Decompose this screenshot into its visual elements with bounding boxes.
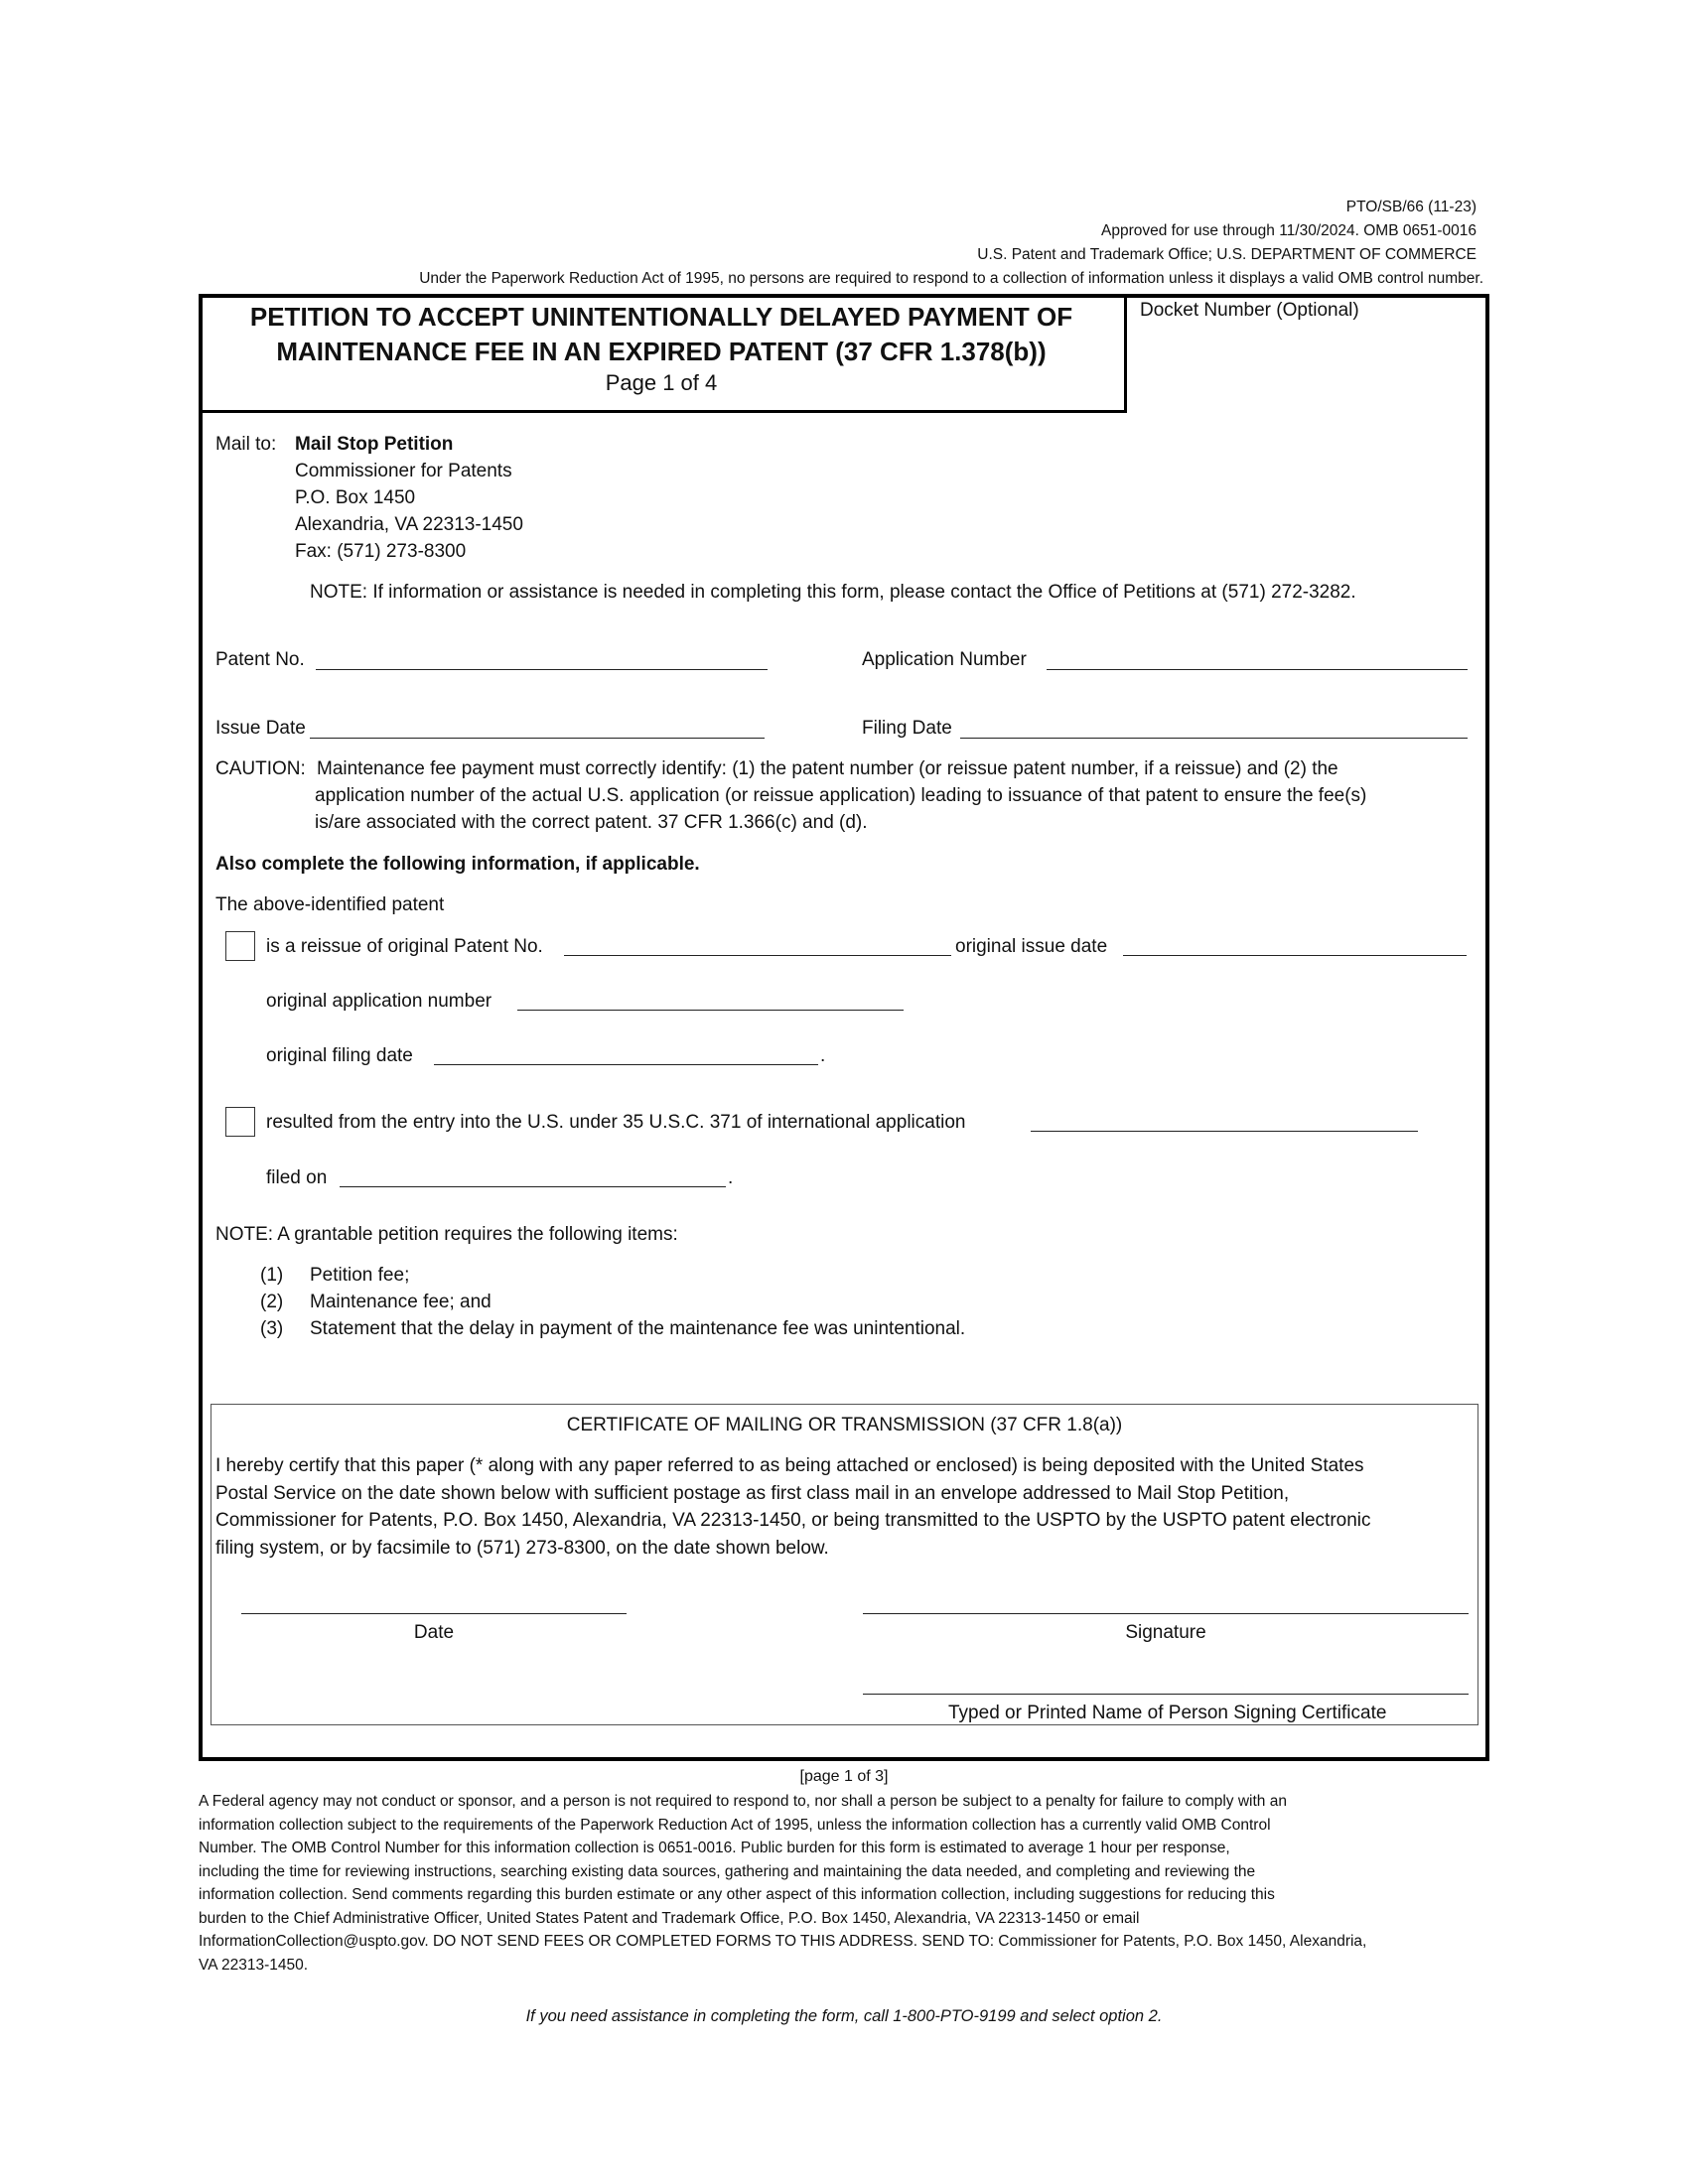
mail-stop: Mail Stop Petition bbox=[295, 434, 454, 455]
filing-date-label: Filing Date bbox=[862, 718, 952, 739]
burden-statement bbox=[199, 1790, 1366, 1977]
typed-name-field[interactable] bbox=[863, 1694, 1469, 1695]
burden-line: InformationCollection@uspto.gov. DO NOT SEND FEES OR COMPLETED FORMS TO THIS ADDRESS. SEND TO: Commissioner for Patents, P.O. Box 1450, Alexandria, bbox=[199, 1933, 1367, 1950]
item-number: (3) bbox=[260, 1318, 284, 1339]
title-line-2: MAINTENANCE FEE IN AN EXPIRED PATENT (37 CFR 1.378(b)) bbox=[276, 337, 1047, 366]
period: . bbox=[820, 1045, 826, 1066]
certificate-line: I hereby certify that this paper (* along with any paper referred to as being attached or enclosed) is being deposited with the United States bbox=[215, 1455, 1364, 1476]
page-of-indicator: Page 1 of 4 bbox=[605, 370, 718, 395]
filed-on-label: filed on bbox=[266, 1167, 328, 1188]
certificate-date-field[interactable] bbox=[241, 1613, 627, 1614]
period: . bbox=[728, 1167, 734, 1188]
mail-to-label: Mail to: bbox=[215, 434, 277, 455]
original-issue-date-field[interactable] bbox=[1123, 955, 1467, 956]
certificate-date-label: Date bbox=[413, 1622, 455, 1643]
mail-address-line: P.O. Box 1450 bbox=[295, 487, 416, 508]
patent-no-label: Patent No. bbox=[215, 649, 305, 670]
burden-line: including the time for reviewing instructions, searching existing data sources, gathering and maintaining the data needed, and completing and reviewing the bbox=[199, 1862, 1256, 1880]
assistance-note: If you need assistance in completing the form, call 1-800-PTO-9199 and select option 2. bbox=[525, 2007, 1163, 2025]
item-number: (2) bbox=[260, 1292, 284, 1312]
certificate-signature-label: Signature bbox=[1125, 1622, 1206, 1643]
patent-no-field[interactable] bbox=[316, 669, 768, 670]
burden-line: information collection. Send comments regarding this burden estimate or any other aspect of this information collection, including suggestions for reducing this bbox=[199, 1886, 1275, 1903]
application-number-label: Application Number bbox=[862, 649, 1027, 670]
certificate-signature-field[interactable] bbox=[863, 1613, 1469, 1614]
burden-line: information collection subject to the requirements of the Paperwork Reduction Act of 1995, unless the information collection has a currently valid OMB Control bbox=[199, 1816, 1271, 1834]
filed-on-field[interactable] bbox=[340, 1186, 726, 1187]
reissue-label: is a reissue of original Patent No. bbox=[266, 936, 543, 957]
certificate-line: Commissioner for Patents, P.O. Box 1450, Alexandria, VA 22313-1450, or being transmitted to the USPTO by the USPTO patent electronic bbox=[215, 1510, 1371, 1531]
burden-line: VA 22313-1450. bbox=[199, 1956, 309, 1974]
mail-address-line: Commissioner for Patents bbox=[295, 461, 512, 481]
paperwork-notice: Under the Paperwork Reduction Act of 1995, no persons are required to respond to a collection of information unless it displays a valid OMB control number. bbox=[419, 270, 1483, 287]
caution-text: application number of the actual U.S. application (or reissue application) leading to issuance of that patent to ensure the fee(s) bbox=[315, 785, 1367, 806]
contact-note: NOTE: If information or assistance is needed in completing this form, please contact the Office of Petitions at (571) 272-3282. bbox=[310, 582, 1356, 603]
item-text: Statement that the delay in payment of the maintenance fee was unintentional. bbox=[310, 1318, 966, 1339]
docket-number-label: Docket Number (Optional) bbox=[1140, 300, 1359, 321]
typed-name-label: Typed or Printed Name of Person Signing Certificate bbox=[948, 1703, 1387, 1723]
original-issue-date-label: original issue date bbox=[955, 936, 1108, 957]
original-filing-date-label: original filing date bbox=[266, 1045, 413, 1066]
form-id: PTO/SB/66 (11-23) bbox=[1345, 199, 1477, 215]
item-number: (1) bbox=[260, 1265, 284, 1286]
reissue-checkbox[interactable] bbox=[225, 931, 255, 961]
docket-number-field[interactable] bbox=[1130, 333, 1477, 402]
certificate-line: Postal Service on the date shown below with sufficient postage as first class mail in an envelope addressed to Mail Stop Petition, bbox=[215, 1482, 1290, 1504]
title-line-1: PETITION TO ACCEPT UNINTENTIONALLY DELAYED PAYMENT OF bbox=[249, 302, 1073, 332]
item-text: Petition fee; bbox=[310, 1265, 410, 1286]
title-box bbox=[199, 294, 1127, 413]
certificate-text bbox=[215, 1452, 1371, 1562]
filing-date-field[interactable] bbox=[960, 738, 1468, 739]
burden-line: burden to the Chief Administrative Officer, United States Patent and Trademark Office, P.O. Box 1450, Alexandria, VA 22313-1450 or email bbox=[199, 1909, 1140, 1927]
issue-date-label: Issue Date bbox=[215, 718, 306, 739]
caution-label: CAUTION: bbox=[215, 758, 306, 779]
item-text: Maintenance fee; and bbox=[310, 1292, 492, 1312]
original-app-number-field[interactable] bbox=[517, 1010, 904, 1011]
burden-line: A Federal agency may not conduct or sponsor, and a person is not required to respond to, nor shall a person be subject to a penalty for failure to comply with an bbox=[199, 1793, 1287, 1810]
caution-text: is/are associated with the correct patent. 37 CFR 1.366(c) and (d). bbox=[315, 812, 868, 833]
mail-address-line: Alexandria, VA 22313-1450 bbox=[295, 514, 523, 535]
caution-text: Maintenance fee payment must correctly identify: (1) the patent number (or reissue patent number, if a reissue) and (2) the bbox=[317, 758, 1338, 779]
original-filing-date-field[interactable] bbox=[434, 1064, 818, 1065]
certificate-line: filing system, or by facsimile to (571) 273-8300, on the date shown below. bbox=[215, 1537, 829, 1559]
mail-fax: Fax: (571) 273-8300 bbox=[295, 541, 467, 562]
original-patent-no-field[interactable] bbox=[564, 955, 951, 956]
also-complete-heading: Also complete the following information, if applicable. bbox=[215, 854, 700, 875]
certificate-title: CERTIFICATE OF MAILING OR TRANSMISSION (37 CFR 1.8(a)) bbox=[566, 1415, 1123, 1435]
international-application-field[interactable] bbox=[1031, 1131, 1418, 1132]
omb-approval: Approved for use through 11/30/2024. OMB 0651-0016 bbox=[1100, 222, 1477, 239]
agency-name: U.S. Patent and Trademark Office; U.S. DEPARTMENT OF COMMERCE bbox=[977, 246, 1477, 263]
burden-line: Number. The OMB Control Number for this information collection is 0651-0016. Public burden for this form is estimated to average 1 hour per response, bbox=[199, 1840, 1230, 1856]
international-label: resulted from the entry into the U.S. under 35 U.S.C. 371 of international application bbox=[266, 1112, 966, 1133]
above-identified-label: The above-identified patent bbox=[215, 894, 445, 915]
page-marker: [page 1 of 3] bbox=[799, 1768, 889, 1785]
international-checkbox[interactable] bbox=[225, 1107, 255, 1137]
issue-date-field[interactable] bbox=[310, 738, 765, 739]
application-number-field[interactable] bbox=[1047, 669, 1468, 670]
grantable-note: NOTE: A grantable petition requires the following items: bbox=[215, 1224, 678, 1245]
original-app-number-label: original application number bbox=[266, 991, 492, 1012]
